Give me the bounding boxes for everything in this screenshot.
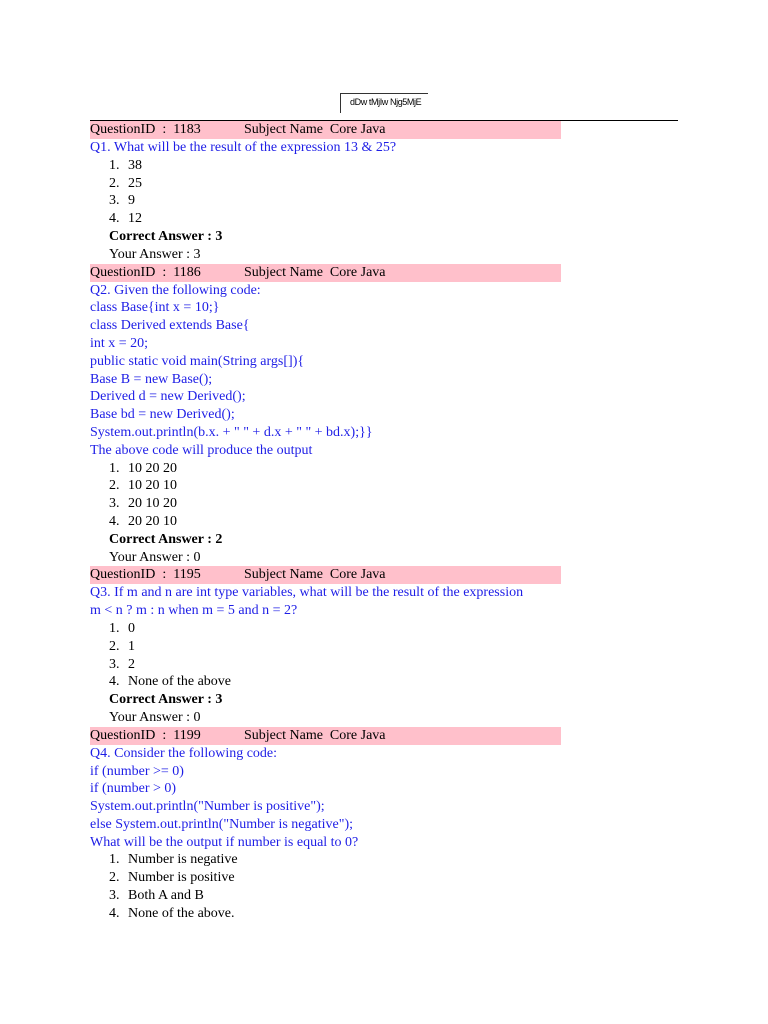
question-code-line: m < n ? m : n when m = 5 and n = 2? [90,603,298,619]
question-id-bar [90,566,561,584]
option-number: 2. [109,638,120,654]
option-number: 2. [109,870,120,886]
answer-option [90,851,690,869]
your-answer: Your Answer : 0 [109,549,201,565]
answer-option [90,210,690,228]
option-number: 1. [109,157,120,173]
option-number: 3. [109,656,120,672]
question-code-line: System.out.println(b.x. + " " + d.x + " " + bd.x);}} [90,424,373,440]
answer-option [90,192,690,210]
option-text: 12 [128,211,142,227]
option-text: 9 [128,193,135,209]
option-number: 1. [109,460,120,476]
subject-name: Subject Name Core Java [244,567,386,583]
option-text: 2 [128,656,135,672]
question-code-line: if (number > 0) [90,781,177,797]
option-text: 10 20 20 [128,460,177,476]
option-text: 10 20 10 [128,478,177,494]
question-code-line: Base bd = new Derived(); [90,407,235,423]
your-answer: Your Answer : 3 [109,246,201,262]
option-text: 38 [128,157,142,173]
option-text: Both A and B [128,888,204,904]
question-list [90,121,690,923]
question-block [90,264,690,567]
option-text: 0 [128,620,135,636]
option-text: Number is negative [128,852,238,868]
question-text: Q3. If m and n are int type variables, what will be the result of the expression [90,585,524,601]
option-number: 3. [109,888,120,904]
option-number: 2. [109,175,120,191]
option-text: None of the above. [128,905,235,921]
subject-name: Subject Name Core Java [244,727,386,743]
question-code-line: System.out.println("Number is positive"); [90,799,325,815]
question-text: Q4. Consider the following code: [90,745,278,761]
question-id: QuestionID : 1186 [90,264,201,280]
correct-answer: Correct Answer : 3 [109,692,223,708]
option-number: 3. [109,496,120,512]
option-text: 25 [128,175,142,191]
option-number: 4. [109,513,120,529]
question-block [90,121,690,264]
question-block [90,727,690,923]
question-id: QuestionID : 1183 [90,122,201,137]
question-id-bar [90,264,561,282]
question-code-line: else System.out.println("Number is negative"); [90,816,353,832]
question-id-bar [90,121,561,139]
option-text: 1 [128,638,135,654]
question-block [90,566,690,726]
option-number: 1. [109,620,120,636]
question-text: Q1. What will be the result of the expression 13 & 25? [90,140,397,155]
question-code-line: if (number >= 0) [90,763,184,779]
option-number: 1. [109,852,120,868]
option-text: Number is positive [128,870,235,886]
answer-option [90,477,690,495]
answer-option [90,638,690,656]
option-number: 3. [109,193,120,209]
answer-option [90,513,690,531]
question-code-line: The above code will produce the output [90,442,313,458]
question-code-line: class Derived extends Base{ [90,318,250,334]
question-code-line: int x = 20; [90,335,149,351]
answer-option [90,869,690,887]
question-id: QuestionID : 1195 [90,567,201,583]
question-code-line: Derived d = new Derived(); [90,389,246,405]
option-number: 4. [109,211,120,227]
option-number: 2. [109,478,120,494]
answer-option [90,887,690,905]
option-number: 4. [109,674,120,690]
answer-option [90,905,690,923]
option-text: 20 20 10 [128,513,177,529]
answer-option [90,495,690,513]
subject-name: Subject Name Core Java [244,122,386,137]
subject-name: Subject Name Core Java [244,264,386,280]
option-number: 4. [109,905,120,921]
question-id-bar [90,727,561,745]
question-code-line: public static void main(String args[]){ [90,353,305,369]
answer-option [90,620,690,638]
question-code-line: What will be the output if number is equal to 0? [90,834,359,850]
header-stamp: dDw tMjIw Njg5MjE [340,93,428,113]
option-text: None of the above [128,674,232,690]
answer-option [90,673,690,691]
answer-option [90,656,690,674]
question-id: QuestionID : 1199 [90,727,201,743]
answer-option [90,460,690,478]
answer-option [90,175,690,193]
correct-answer: Correct Answer : 3 [109,228,223,244]
option-text: 20 10 20 [128,496,177,512]
question-text: Q2. Given the following code: [90,282,261,298]
your-answer: Your Answer : 0 [109,709,201,725]
correct-answer: Correct Answer : 2 [109,531,223,547]
answer-option [90,157,690,175]
question-code-line: Base B = new Base(); [90,371,213,387]
question-code-line: class Base{int x = 10;} [90,300,220,316]
